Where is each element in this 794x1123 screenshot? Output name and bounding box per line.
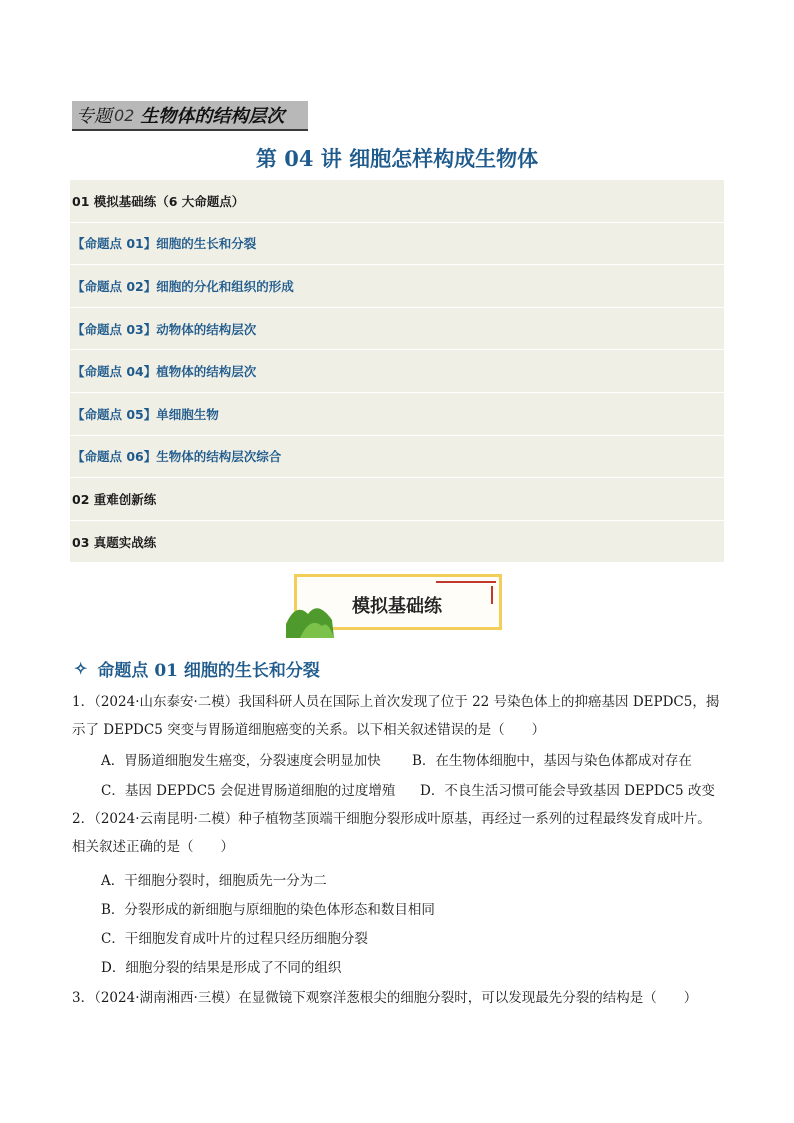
question-3-line-1: 3．（2024·湖南湘西·三模）在显微镜下观察洋葱根尖的细胞分裂时，可以发现最先分裂的结构是（ ） [72, 990, 698, 1006]
question-2-option-d[interactable]: D．细胞分裂的结果是形成了不同的组织 [101, 960, 342, 976]
topic-number: 02 [114, 105, 135, 125]
diamond-icon: ✧ [74, 659, 88, 678]
toc-item-point-02[interactable]: 【命题点 02】细胞的分化和组织的形成 [70, 265, 724, 308]
section-banner [286, 572, 508, 638]
topic-name: 生物体的结构层次 [140, 106, 285, 127]
topic-prefix: 专题 [76, 106, 112, 127]
question-1-line-2: 示了 DEPDC5 突变与胃肠道细胞癌变的关系。以下相关叙述错误的是（ ） [72, 722, 546, 738]
toc-item-point-01[interactable]: 【命题点 01】细胞的生长和分裂 [70, 223, 724, 266]
toc-item-point-06[interactable]: 【命题点 06】生物体的结构层次综合 [70, 436, 724, 479]
question-1-option-d[interactable]: D．不良生活习惯可能会导致基因 DEPDC5 改变 [420, 783, 715, 799]
banner-title: 模拟基础练 [352, 596, 442, 617]
question-2-line-1: 2．（2024·云南昆明·二模）种子植物茎顶端干细胞分裂形成叶原基，再经过一系列的过程最终发育成叶片。 [72, 811, 711, 827]
question-1-option-c[interactable]: C．基因 DEPDC5 会促进胃肠道细胞的过度增殖 [101, 783, 396, 799]
question-1 [72, 691, 724, 741]
toc-item-point-04[interactable]: 【命题点 04】植物体的结构层次 [70, 350, 724, 393]
question-1-line-1: 1．（2024·山东泰安·二模）我国科研人员在国际上首次发现了位于 22 号染色体上的抑癌基因 DEPDC5，揭 [72, 694, 720, 710]
question-2-option-c[interactable]: C．干细胞发育成叶片的过程只经历细胞分裂 [101, 931, 368, 947]
question-2-option-a[interactable]: A．干细胞分裂时，细胞质先一分为二 [101, 873, 327, 889]
question-2 [72, 808, 724, 858]
question-2-line-2: 相关叙述正确的是（ ） [72, 839, 234, 855]
question-3 [72, 987, 724, 1009]
table-of-contents [70, 180, 724, 563]
toc-item-basic-practice[interactable]: 01 模拟基础练（6 大命题点） [70, 180, 724, 223]
toc-item-hard-innovation[interactable]: 02 重难创新练 [70, 478, 724, 521]
lecture-title: 第 04 讲 细胞怎样构成生物体 [255, 146, 539, 171]
question-1-option-b[interactable]: B．在生物体细胞中，基因与染色体都成对存在 [412, 753, 692, 769]
section-heading-text: 命题点 01 细胞的生长和分裂 [97, 661, 320, 681]
question-1-option-a[interactable]: A．胃肠道细胞发生癌变，分裂速度会明显加快 [101, 753, 381, 769]
toc-item-point-05[interactable]: 【命题点 05】单细胞生物 [70, 393, 724, 436]
toc-item-point-03[interactable]: 【命题点 03】动物体的结构层次 [70, 308, 724, 351]
toc-item-real-exam[interactable]: 03 真题实战练 [70, 521, 724, 564]
question-2-option-b[interactable]: B．分裂形成的新细胞与原细胞的染色体形态和数目相同 [101, 902, 435, 918]
topic-tag [72, 101, 308, 131]
section-heading [74, 656, 320, 681]
